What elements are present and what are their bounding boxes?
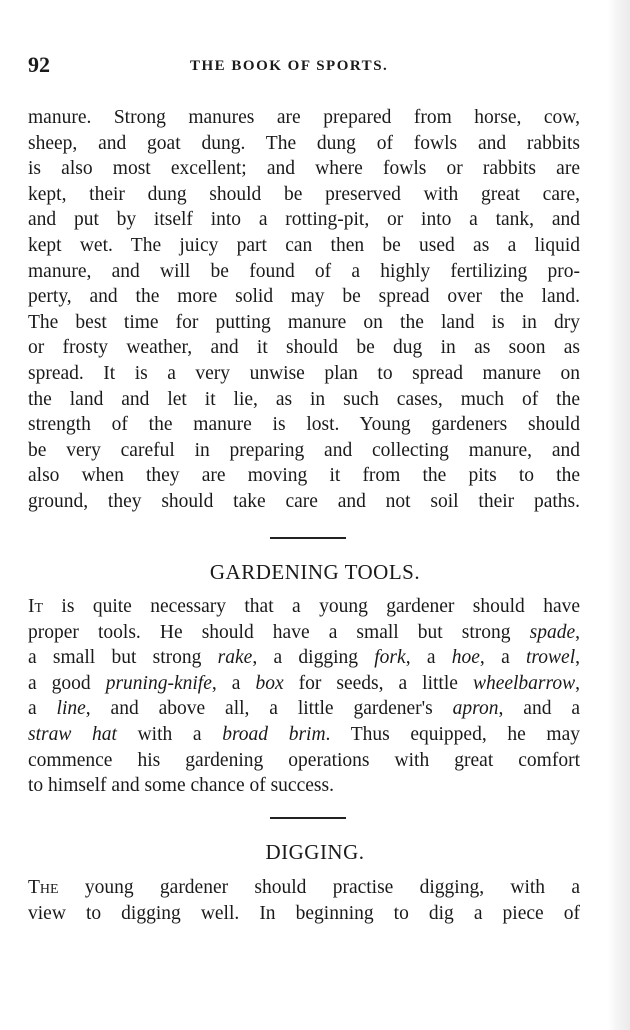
- text-line: [28, 594, 580, 620]
- page-number: 92: [28, 52, 50, 77]
- text-line: [28, 773, 580, 799]
- text-run: spread. It is a very unwise plan to spread manure on: [28, 362, 580, 384]
- italic-text: fork: [374, 647, 406, 669]
- italic-text: hoe: [451, 647, 480, 669]
- text-run: sheep, and goat dung. The dung of fowls and rabbits: [28, 132, 580, 154]
- text-line: [28, 722, 580, 748]
- italic-text: trowel: [526, 647, 576, 669]
- page-edge-shadow: [608, 0, 630, 1030]
- section-heading-digging: DIGGING.: [265, 840, 365, 864]
- text-run: a: [28, 698, 57, 720]
- italic-text: straw hat: [28, 723, 117, 745]
- text-run: It: [28, 596, 44, 617]
- text-run: for seeds, a little: [283, 672, 473, 694]
- text-line: [28, 310, 580, 336]
- text-run: to himself and some chance of success.: [28, 775, 334, 797]
- text-line: [28, 671, 580, 697]
- text-run: also when they are moving it from the pits to the: [28, 465, 580, 487]
- section-divider: [270, 537, 346, 539]
- text-run: , a: [479, 647, 526, 669]
- paragraph-digging: [28, 875, 580, 926]
- text-line: [28, 105, 580, 131]
- text-run: young gardener should practise digging, with a: [58, 877, 580, 898]
- text-run: The: [28, 877, 59, 898]
- text-line: [28, 233, 580, 259]
- text-line: [28, 412, 580, 438]
- text-line: [28, 335, 580, 361]
- text-line: [28, 131, 580, 157]
- text-line: [28, 387, 580, 413]
- text-run: kept, their dung should be preserved with great care,: [28, 183, 580, 205]
- text-line: [28, 438, 580, 464]
- text-run: is quite necessary that a young gardener should have: [43, 596, 580, 617]
- italic-text: pruning-knife: [105, 672, 212, 694]
- text-run: , and a: [498, 698, 581, 720]
- text-line: [28, 361, 580, 387]
- text-run: or frosty weather, and it should be dug in as soon as: [28, 337, 580, 359]
- text-run: kept wet. The juicy part can then be used as a liquid: [28, 234, 580, 256]
- text-line: [28, 259, 580, 285]
- text-line: [28, 463, 580, 489]
- text-line: [28, 620, 580, 646]
- text-run: commence his gardening operations with great comfort: [28, 749, 580, 771]
- text-run: , a digging: [252, 647, 375, 669]
- text-run: manure, and will be found of a highly fertilizing pro-: [28, 260, 580, 282]
- paragraph-gardening-tools: [28, 594, 580, 799]
- section-heading-gardening-tools: GARDENING TOOLS.: [209, 560, 421, 584]
- text-line: [28, 182, 580, 208]
- text-run: is also most excellent; and where fowls or rabbits are: [28, 158, 580, 180]
- text-line: [28, 696, 580, 722]
- text-run: and put by itself into a rotting-pit, or into a tank, and: [28, 209, 580, 231]
- text-line: [28, 875, 580, 901]
- text-run: , a: [405, 647, 452, 669]
- text-line: [28, 284, 580, 310]
- text-run: a small but strong: [28, 647, 218, 669]
- text-run: a good: [28, 672, 106, 694]
- italic-text: wheelbarrow: [472, 672, 576, 694]
- text-run: . Thus equipped, he may: [325, 723, 580, 745]
- text-run: The best time for putting manure on the land is in dry: [28, 311, 580, 333]
- italic-text: spade: [529, 621, 576, 643]
- text-line: [28, 901, 580, 927]
- text-line: [28, 748, 580, 774]
- text-line: [28, 645, 580, 671]
- section-divider: [270, 817, 346, 819]
- italic-text: apron: [452, 698, 499, 720]
- italic-text: rake: [217, 647, 253, 669]
- text-line: [28, 156, 580, 182]
- text-run: ,: [575, 672, 581, 694]
- text-run: view to digging well. In beginning to dig a piece of: [28, 902, 580, 924]
- text-run: the land and let it lie, as in such cases, much of the: [28, 388, 580, 410]
- text-run: proper tools. He should have a small but strong: [28, 621, 530, 643]
- text-run: , and above all, a little gardener's: [85, 698, 453, 720]
- text-run: with a: [116, 723, 223, 745]
- text-run: strength of the manure is lost. Young gardeners should: [28, 414, 580, 436]
- text-run: , a: [211, 672, 256, 694]
- running-title: THE BOOK OF SPORTS.: [190, 58, 389, 74]
- paragraph-manure: [28, 105, 580, 515]
- text-run: ,: [575, 647, 580, 669]
- text-run: perty, and the more solid may be spread over the land.: [28, 286, 580, 308]
- italic-text: broad brim: [222, 723, 326, 745]
- text-run: manure. Strong manures are prepared from horse, cow,: [28, 107, 580, 128]
- text-run: ,: [575, 621, 580, 643]
- text-line: [28, 489, 580, 515]
- text-run: be very careful in preparing and collecting manure, and: [28, 439, 580, 461]
- italic-text: line: [56, 698, 86, 720]
- text-run: ground, they should take care and not soil their paths.: [28, 490, 580, 512]
- italic-text: box: [255, 672, 284, 694]
- text-line: [28, 207, 580, 233]
